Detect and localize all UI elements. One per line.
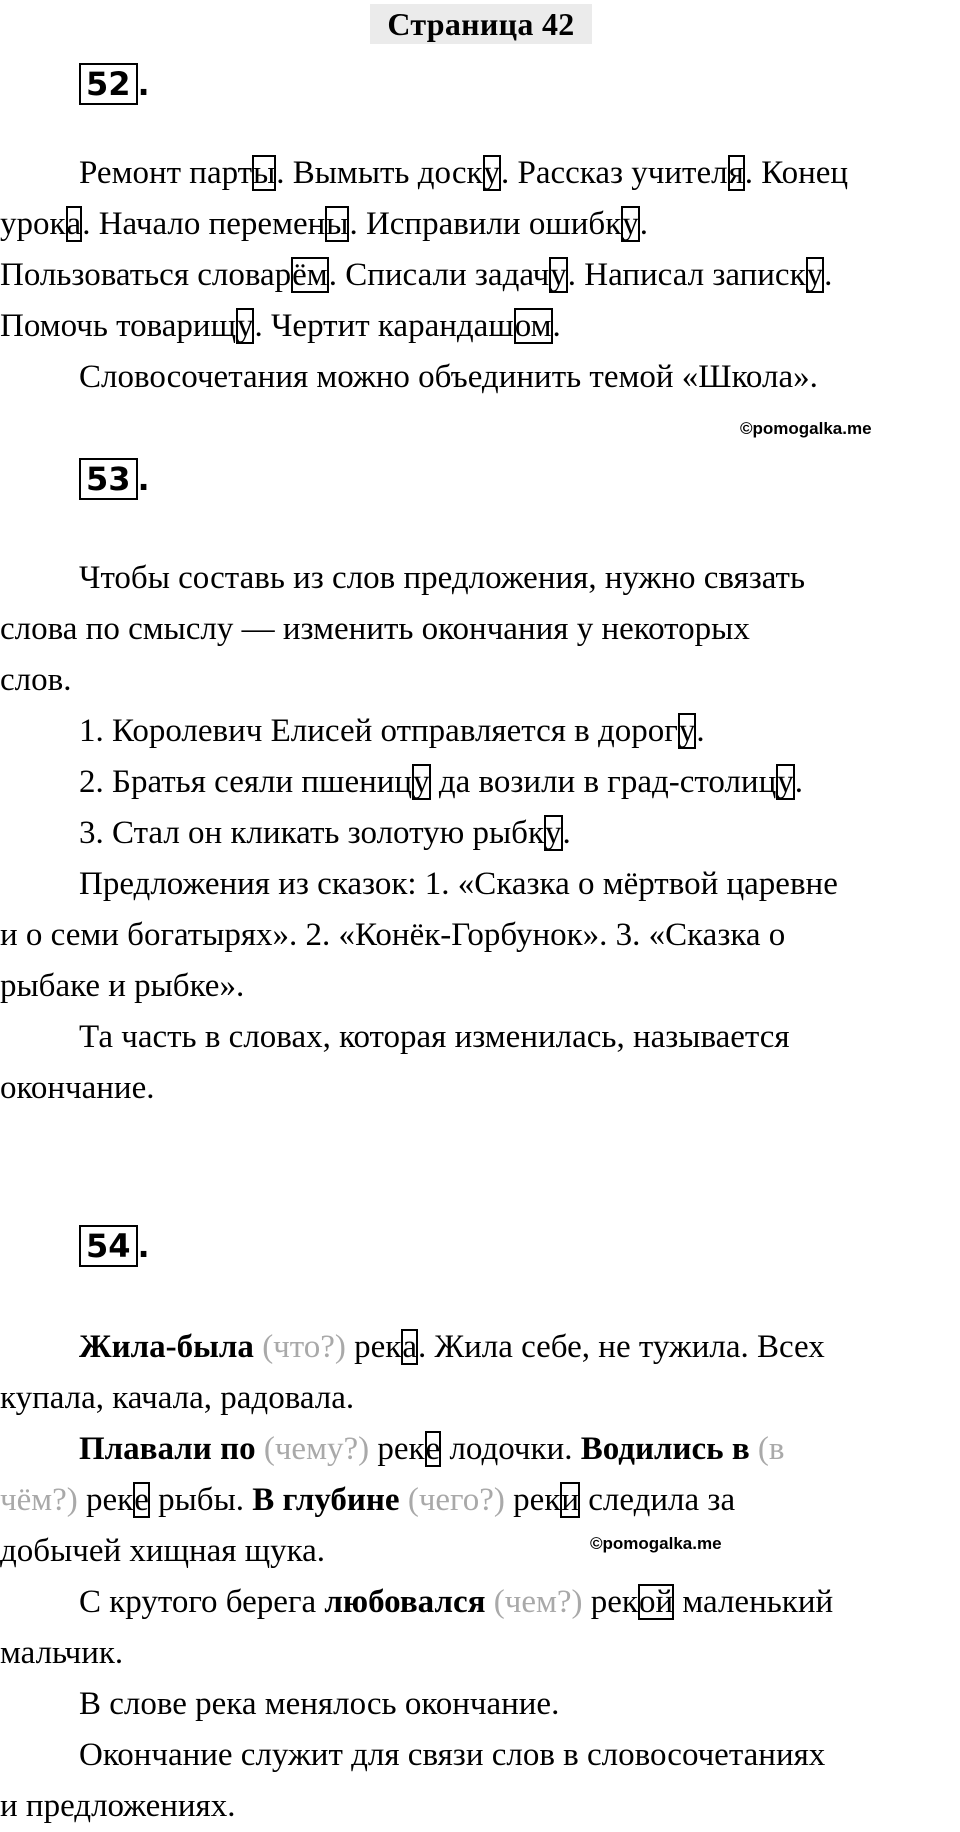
bold-phrase: Плавали по: [79, 1431, 256, 1467]
ending-box: у: [550, 257, 567, 293]
text-line: [0, 1475, 960, 1526]
text-fragment: рек: [345, 1329, 402, 1365]
ending-box: а: [66, 206, 82, 242]
text-fragment: . Жила себе, не тужила. Всех: [418, 1329, 825, 1365]
text-line: [0, 859, 960, 910]
question-hint: (чему?): [263, 1431, 370, 1467]
ending-box: а: [402, 1329, 417, 1365]
text-line: [0, 352, 960, 403]
text-fragment: рыбы.: [149, 1482, 253, 1518]
text-line: [0, 250, 960, 301]
text-fragment: С крутого берега: [79, 1584, 325, 1620]
text-fragment: слова по смыслу — изменить окончания у некоторых: [0, 611, 750, 647]
text-fragment: купала, качала, радовала.: [0, 1380, 355, 1416]
ending-box: у: [545, 815, 562, 851]
text-fragment: .: [696, 713, 705, 749]
text-line: [0, 553, 960, 604]
ending-box: у: [413, 764, 430, 800]
text-line: [0, 1781, 960, 1832]
text-fragment: Словосочетания можно объединить темой «Школа».: [79, 359, 818, 395]
ending-box: ы: [253, 155, 276, 191]
question-hint: (в: [757, 1431, 785, 1467]
text-fragment: [254, 1329, 262, 1365]
text-fragment: [400, 1482, 408, 1518]
watermark: ©pomogalka.me: [740, 419, 872, 438]
text-fragment: Предложения из сказок: 1. «Сказка о мёртвой царевне: [79, 866, 838, 902]
question-hint: (чем?): [493, 1584, 583, 1620]
ending-box: у: [483, 155, 500, 191]
question-hint: (чего?): [407, 1482, 505, 1518]
text-line: [0, 1577, 960, 1628]
bold-phrase: Водились в: [580, 1431, 750, 1467]
text-fragment: рек: [504, 1482, 561, 1518]
ending-box: у: [806, 257, 824, 293]
ending-box: е: [425, 1431, 441, 1467]
task-54-number: 54 .: [79, 1225, 150, 1267]
text-fragment: рек: [582, 1584, 638, 1620]
ending-box: ём: [292, 257, 328, 293]
ending-box: у: [678, 713, 696, 749]
bold-phrase: любовался: [324, 1584, 486, 1620]
text-fragment: . Написал записк: [567, 257, 806, 293]
task-52-number: 52 .: [79, 63, 150, 105]
text-fragment: урок: [0, 206, 66, 242]
question-hint: (что?): [262, 1329, 346, 1365]
text-line: [0, 1679, 960, 1730]
text-fragment: .: [562, 815, 571, 851]
text-line: [0, 808, 960, 859]
question-hint: чём?): [0, 1482, 78, 1518]
text-fragment: . Вымыть доск: [276, 155, 483, 191]
text-fragment: рек: [369, 1431, 425, 1467]
task-53-number: 53 .: [79, 458, 150, 500]
text-fragment: Чтобы составь из слов предложения, нужно связать: [79, 560, 806, 596]
text-line: [0, 301, 960, 352]
text-fragment: и предложениях.: [0, 1788, 236, 1824]
text-fragment: .: [824, 257, 833, 293]
text-fragment: . Исправили ошибк: [349, 206, 622, 242]
ending-box: ой: [638, 1584, 674, 1620]
text-fragment: рек: [77, 1482, 134, 1518]
text-fragment: . Чертит карандаш: [254, 308, 514, 344]
ending-box: я: [728, 155, 744, 191]
ending-box: ы: [326, 206, 349, 242]
text-fragment: добычей хищная щука.: [0, 1533, 326, 1569]
text-line: [0, 1012, 960, 1063]
text-line: [0, 1373, 960, 1424]
text-fragment: маленький: [674, 1584, 834, 1620]
ending-box: у: [236, 308, 254, 344]
text-line: [0, 910, 960, 961]
task-number-box: 53: [79, 458, 138, 500]
text-line: [0, 1526, 960, 1577]
bold-phrase: В глубине: [252, 1482, 400, 1518]
text-fragment: . Конец: [744, 155, 849, 191]
text-fragment: Та часть в словах, которая изменилась, называется: [79, 1019, 790, 1055]
text-fragment: .: [552, 308, 561, 344]
text-line: [0, 706, 960, 757]
text-fragment: Пользоваться словар: [0, 257, 292, 293]
text-fragment: следила за: [580, 1482, 736, 1518]
text-line: [0, 604, 960, 655]
text-line: [0, 1628, 960, 1679]
text-line: [0, 961, 960, 1012]
watermark: ©pomogalka.me: [590, 1534, 722, 1553]
text-fragment: [750, 1431, 758, 1467]
text-fragment: . Рассказ учител: [501, 155, 728, 191]
text-fragment: [256, 1431, 264, 1467]
text-fragment: Помочь товарищ: [0, 308, 236, 344]
text-fragment: мальчик.: [0, 1635, 124, 1671]
text-fragment: Ремонт парт: [79, 155, 253, 191]
text-line: [0, 1063, 960, 1114]
ending-box: у: [622, 206, 639, 242]
task-number-box: 52: [79, 63, 138, 105]
text-line: [0, 199, 960, 250]
text-fragment: рыбаке и рыбке».: [0, 968, 245, 1004]
text-fragment: лодочки.: [441, 1431, 581, 1467]
text-line: [0, 1322, 960, 1373]
text-fragment: 2. Братья сеяли пшениц: [79, 764, 413, 800]
text-fragment: и о семи богатырях». 2. «Конёк-Горбунок». 3. «Сказка о: [0, 917, 786, 953]
text-fragment: да возили в град-столиц: [430, 764, 777, 800]
text-line: [0, 757, 960, 808]
bold-phrase: Жила-была: [79, 1329, 254, 1365]
text-line: [0, 1730, 960, 1781]
text-fragment: В слове река менялось окончание.: [79, 1686, 560, 1722]
ending-box: у: [777, 764, 794, 800]
text-fragment: 3. Стал он кликать золотую рыбк: [79, 815, 544, 851]
text-fragment: 1. Королевич Елисей отправляется в дорог: [79, 713, 678, 749]
text-fragment: .: [794, 764, 803, 800]
text-fragment: Окончание служит для связи слов в словосочетаниях: [79, 1737, 826, 1773]
text-fragment: .: [639, 206, 648, 242]
ending-box: е: [134, 1482, 149, 1518]
ending-box: ом: [514, 308, 552, 344]
text-line: [0, 148, 960, 199]
text-fragment: слов.: [0, 662, 72, 698]
task-number-box: 54: [79, 1225, 138, 1267]
text-fragment: . Начало перемен: [82, 206, 326, 242]
text-fragment: [486, 1584, 494, 1620]
text-fragment: окончание.: [0, 1070, 155, 1106]
text-line: [0, 655, 960, 706]
page-title: Страница 42: [370, 4, 592, 44]
ending-box: и: [561, 1482, 580, 1518]
text-fragment: . Списали задач: [328, 257, 550, 293]
text-line: [0, 1424, 960, 1475]
